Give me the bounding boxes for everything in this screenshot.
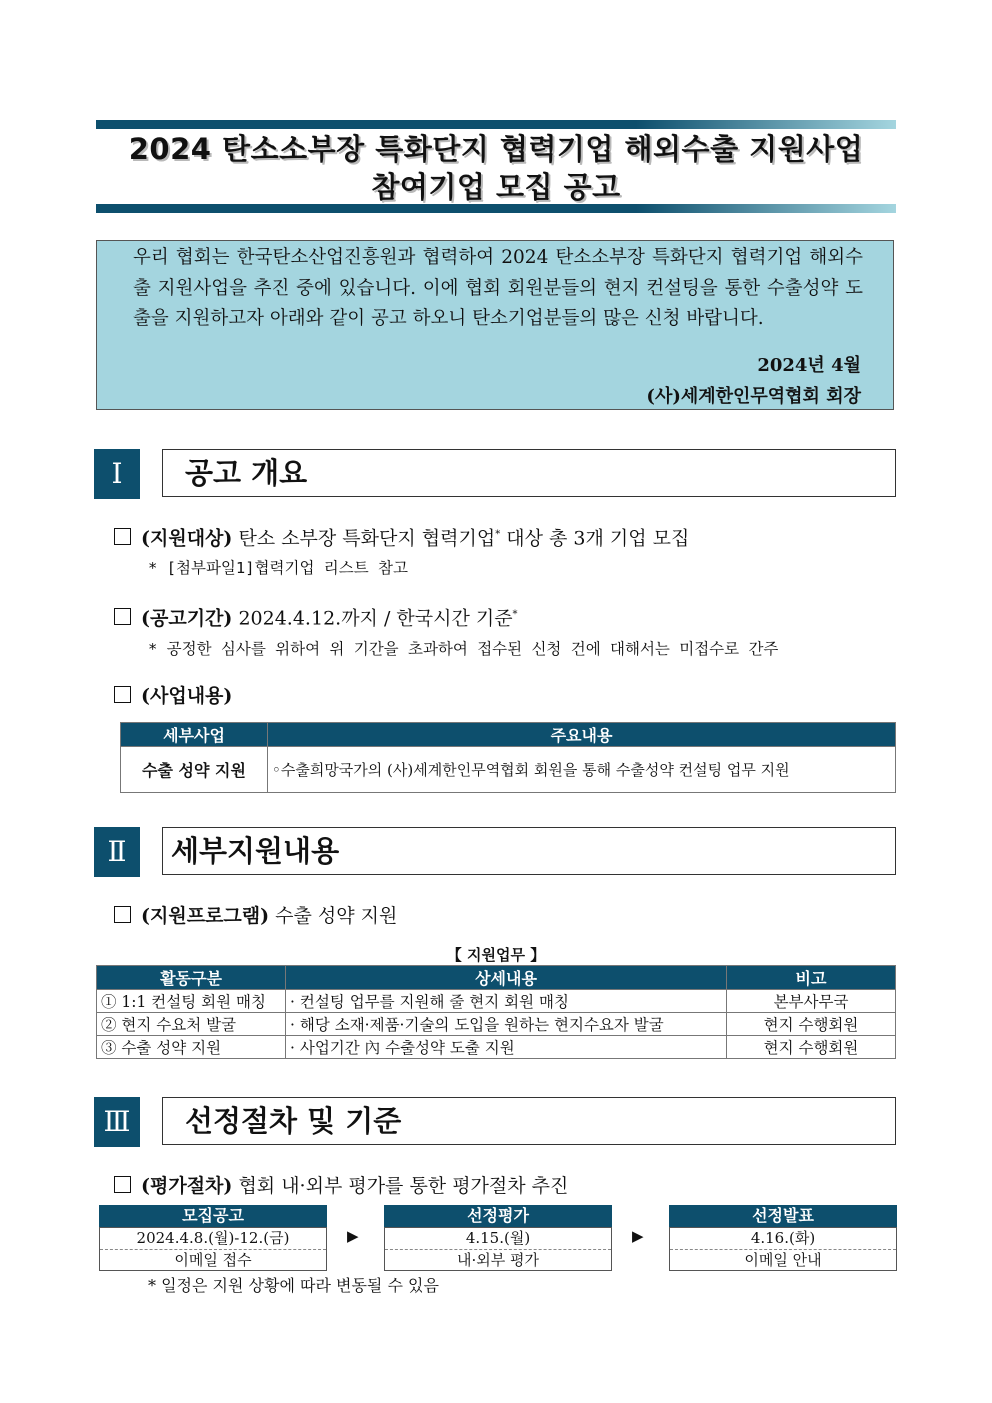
table-cell: 수출 성약 지원 (121, 747, 268, 793)
section-2-title: 세부지원내용 (162, 827, 896, 875)
program-item (114, 902, 397, 930)
table-cell: ◦수출희망국가의 (사)세계한인무역협회 회원을 통해 수출성약 컨설팅 업무 지원 (268, 747, 896, 793)
content-label: (사업내용) (141, 685, 233, 707)
flow-step-3-head: 선정발표 (669, 1205, 897, 1227)
target-item (114, 521, 689, 552)
eval-text: 협회 내·외부 평가를 통한 평가절차 추진 (238, 1175, 569, 1197)
target-text: 탄소 소부장 특화단지 협력기업 (238, 527, 496, 550)
target-tail: 대상 총 3개 기업 모집 (506, 527, 690, 550)
section-2-number: Ⅱ (94, 827, 140, 877)
table-cell: · 해당 소재·제품·기술의 도입을 원하는 현지수요자 발굴 (286, 1013, 727, 1036)
table-header: 상세내용 (286, 966, 727, 990)
section-3-number: Ⅲ (94, 1097, 140, 1147)
arrow-right-icon: ▶ (347, 1227, 359, 1245)
flow-step-3-line1: 4.16.(화) (670, 1228, 896, 1250)
section-1-title: 공고 개요 (162, 449, 896, 497)
target-label: (지원대상) (141, 527, 233, 550)
table-cell: 현지 수행회원 (727, 1036, 896, 1059)
target-star: * (495, 529, 501, 540)
table-caption: 【 지원업무 】 (446, 946, 546, 964)
title-line-2: 참여기업 모집 공고 (371, 170, 621, 204)
period-label: (공고기간) (141, 607, 233, 630)
checkbox-icon (114, 686, 131, 703)
intro-date: 2024년 4월 (757, 355, 861, 376)
program-label: (지원프로그램) (141, 905, 270, 927)
section-3-title: 선정절차 및 기준 (162, 1097, 896, 1145)
table-header: 활동구분 (97, 966, 286, 990)
intro-text: 우리 협회는 한국탄소산업진흥원과 협력하여 2024 탄소소부장 특화단지 협력기업 해외수출 지원사업을 추진 중에 있습니다. 이에 협회 회원분들의 현지 컨설팅을 통한 수출성약 도출을 지원하고자 아래와 같이 공고 하오니 탄소기업분들의 많은 신청 바랍니다. (133, 247, 863, 329)
table-cell: 본부사무국 (727, 990, 896, 1013)
title-top-bar (96, 120, 896, 129)
table-cell: · 컨설팅 업무를 지원해 줄 현지 회원 매칭 (286, 990, 727, 1013)
flow-step-3-line2: 이메일 안내 (744, 1251, 822, 1269)
program-text: 수출 성약 지원 (275, 905, 398, 927)
table-cell: · 사업기간 內 수출성약 도출 지원 (286, 1036, 727, 1059)
schedule-note: * 일정은 지원 상황에 따라 변동될 수 있음 (148, 1276, 439, 1295)
period-note: * 공정한 심사를 위하여 위 기간을 초과하여 접수된 신청 건에 대해서는 미접수로 간주 (148, 640, 779, 658)
intro-box (96, 240, 894, 410)
arrow-right-icon: ▶ (632, 1227, 644, 1245)
table-cell: 현지 수행회원 (727, 1013, 896, 1036)
table-cell: ① 1:1 컨설팅 회원 매칭 (97, 990, 286, 1013)
flow-step-1-head: 모집공고 (99, 1205, 327, 1227)
period-item (114, 601, 518, 632)
flow-step-3-body (669, 1227, 897, 1271)
flow-step-2-line1: 4.15.(월) (385, 1228, 611, 1250)
table-cell: ③ 수출 성약 지원 (97, 1036, 286, 1059)
flow-step-1-body (99, 1227, 327, 1271)
table-cell: ② 현지 수요처 발굴 (97, 1013, 286, 1036)
checkbox-icon (114, 906, 131, 923)
flow-step-1-line1: 2024.4.8.(월)-12.(금) (100, 1228, 326, 1250)
content-item (114, 682, 232, 710)
business-table (120, 722, 896, 793)
flow-step-2-body (384, 1227, 612, 1271)
period-star: * (512, 609, 518, 620)
page-title (96, 130, 896, 206)
checkbox-icon (114, 1176, 131, 1193)
table-header: 세부사업 (121, 723, 268, 747)
eval-label: (평가절차) (141, 1175, 233, 1197)
table-header: 주요내용 (268, 723, 896, 747)
intro-org: (사)세계한인무역협회 회장 (646, 386, 861, 407)
support-table (96, 965, 896, 1059)
title-line-1: 2024 탄소소부장 특화단지 협력기업 해외수출 지원사업 (128, 132, 864, 166)
flow-step-2-line2: 내·외부 평가 (457, 1251, 539, 1269)
title-bottom-bar (96, 204, 896, 213)
target-note: * [첨부파일1]협력기업 리스트 참고 (148, 559, 408, 577)
checkbox-icon (114, 528, 131, 545)
period-text: 2024.4.12.까지 / 한국시간 기준 (238, 607, 513, 630)
flow-step-2-head: 선정평가 (384, 1205, 612, 1227)
section-1-number: Ⅰ (94, 449, 140, 499)
eval-item (114, 1172, 568, 1200)
table-header: 비고 (727, 966, 896, 990)
checkbox-icon (114, 608, 131, 625)
flow-step-1-line2: 이메일 접수 (174, 1251, 252, 1269)
